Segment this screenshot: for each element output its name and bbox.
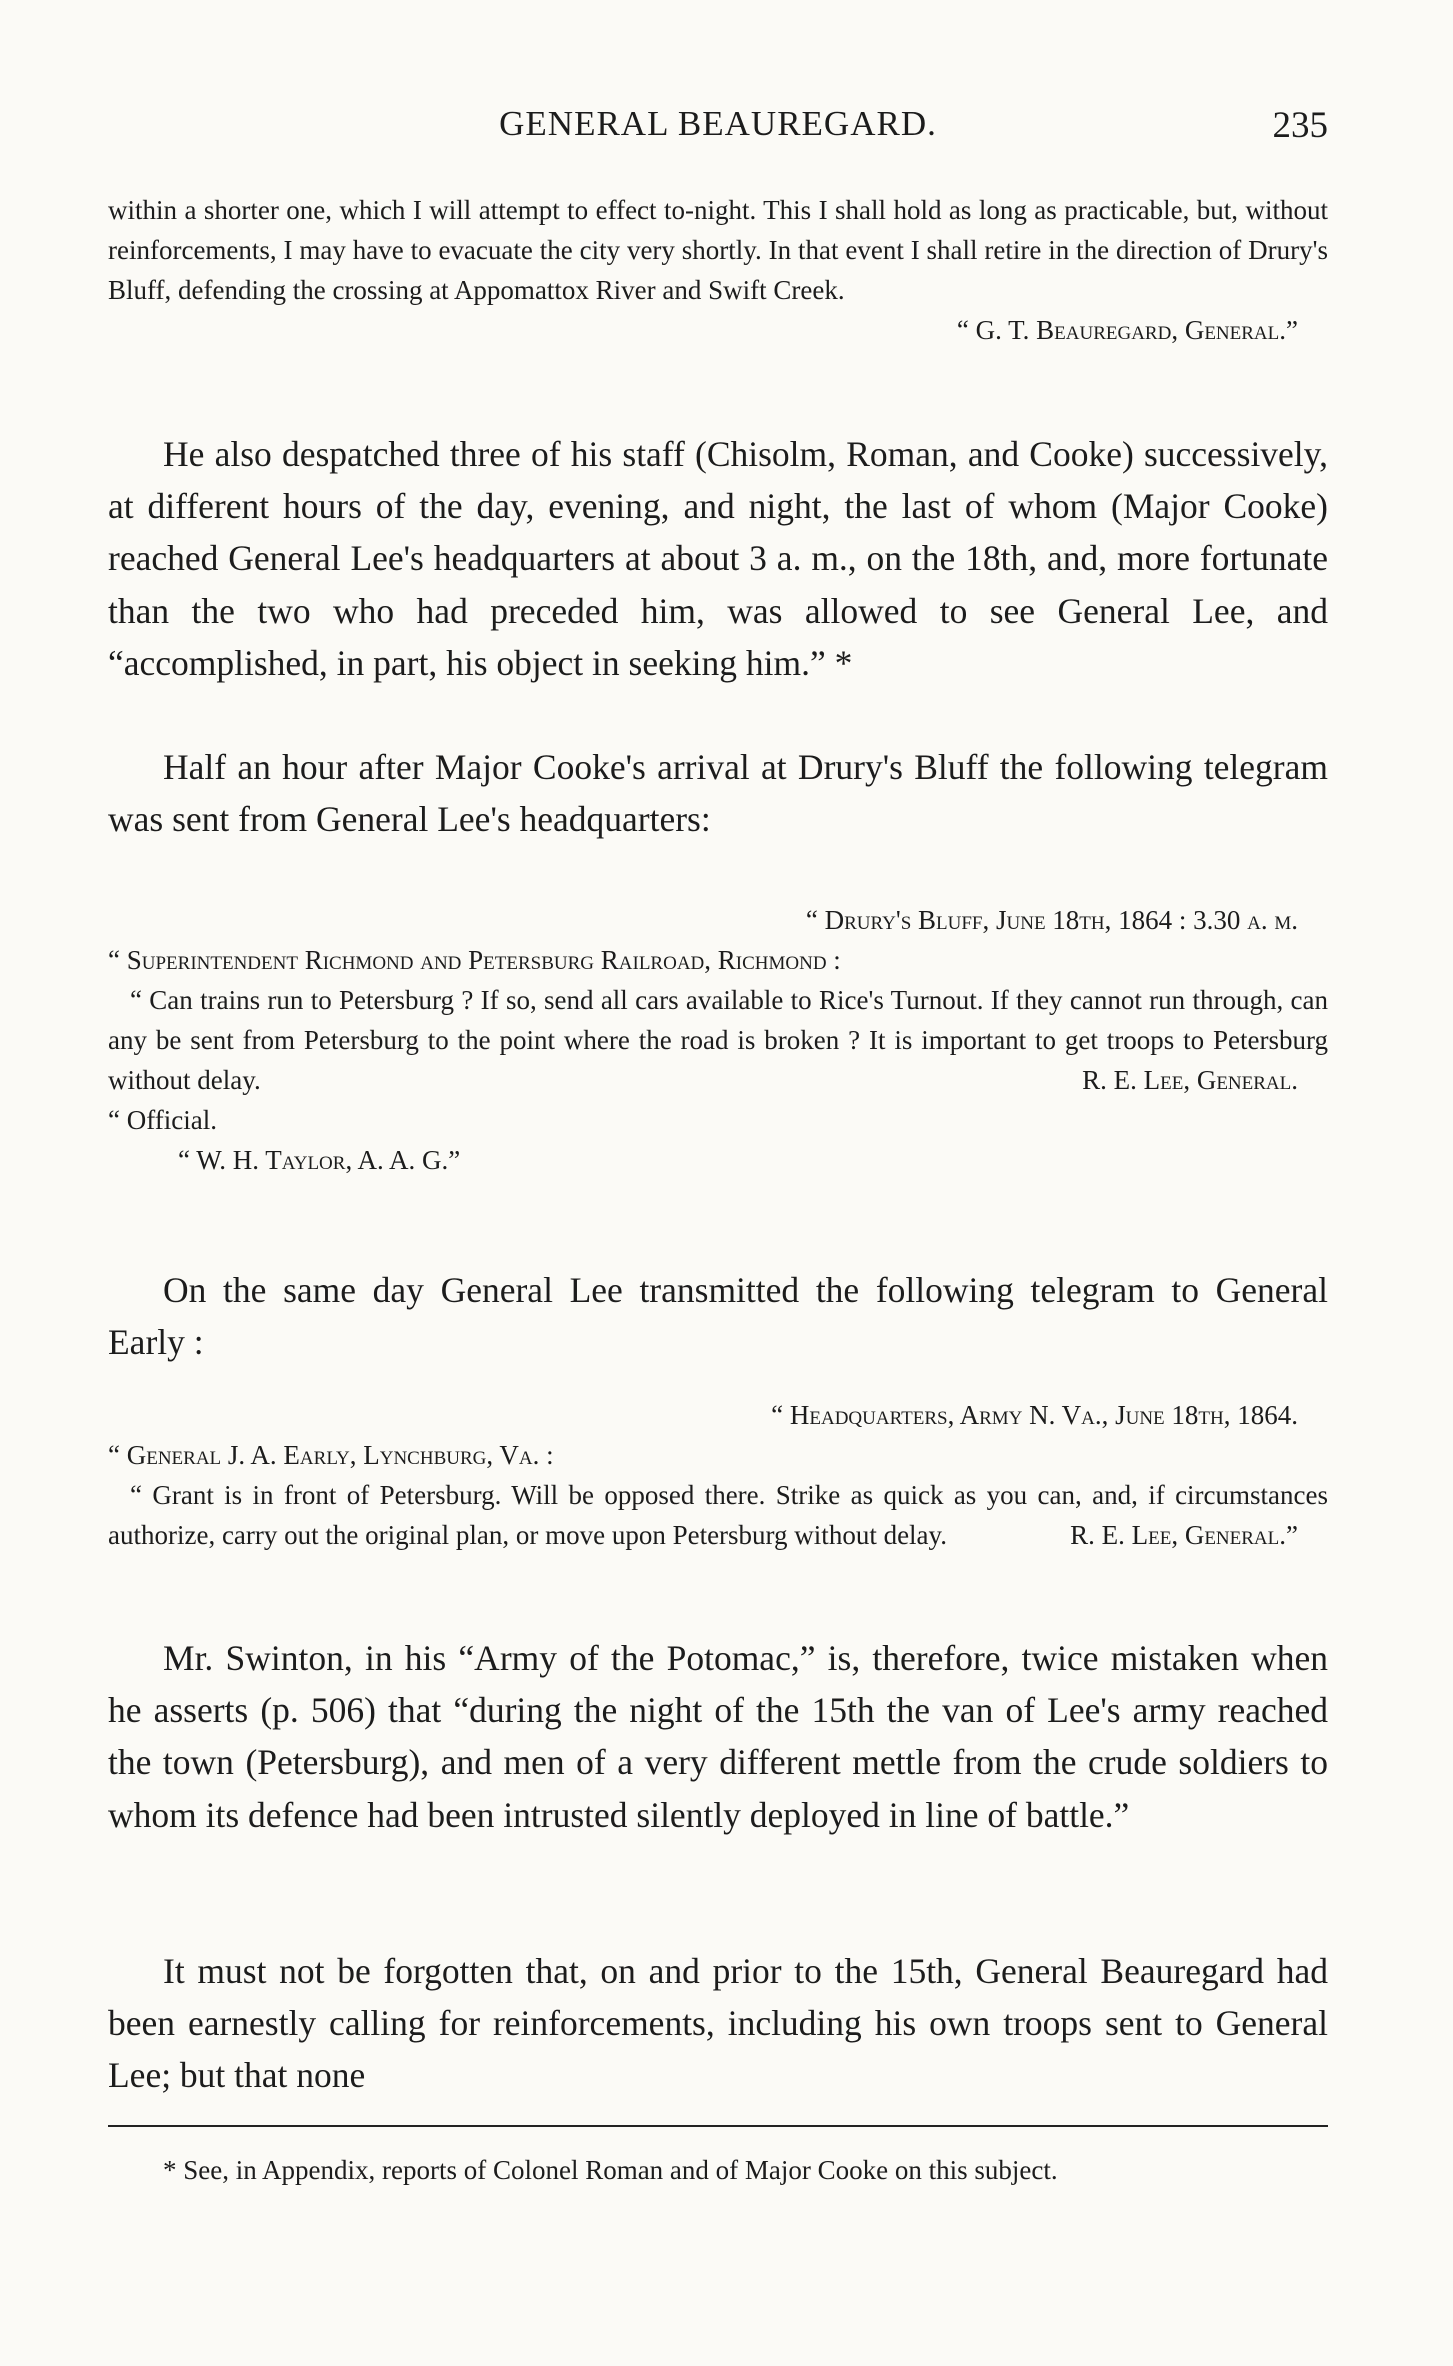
paragraph-reinforcements: It must not be forgotten that, on and prior to the 15th, General Beauregard had been earnestly calling for reinforcements, including his own troops sent to General Lee; but that none xyxy=(108,1951,1328,2096)
paragraph-half-hour: Half an hour after Major Cooke's arrival at Drury's Bluff the following telegram was sent from General Lee's headquarters: xyxy=(108,747,1328,840)
telegram2-body: “ Grant is in front of Petersburg. Will be opposed there. Strike as quick as you can, and, if circumstances authorize, carry out the original plan, or move upon Petersburg without delay. xyxy=(108,1480,1328,1550)
telegram-signature: R. E. Lee, General. xyxy=(1082,1065,1298,1095)
telegram-dateline: “ Drury's Bluff, June 18th, 1864 : 3.30 a. m. xyxy=(805,905,1298,935)
page-number: 235 xyxy=(1272,105,1328,146)
telegram2-dateline: “ Headquarters, Army N. Va., June 18th, 1864. xyxy=(771,1400,1298,1430)
telegram-headquarters xyxy=(108,1395,1328,1555)
footnote: * See, in Appendix, reports of Colonel Roman and of Major Cooke on this subject. xyxy=(163,2155,1058,2185)
telegram2-addressee: “ General J. A. Early, Lynchburg, Va. : xyxy=(108,1440,554,1470)
letter-continuation xyxy=(108,190,1328,350)
letter-body: within a shorter one, which I will attempt to effect to-night. This I shall hold as long as practicable, but, without reinforcements, I may have to evacuate the city very shortly. In that event I shall retire in the direction of Drury's Bluff, defending the crossing at Appomattox River and Swift Creek. xyxy=(108,195,1328,305)
paragraph-staff-despatched: He also despatched three of his staff (Chisolm, Roman, and Cooke) successively, at different hours of the day, evening, and night, the last of whom (Major Cooke) reached General Lee's headquarters at about 3 a. m., on the 18th, and, more fortunate than the two who had preceded him, was allowed to see General Lee, and “accomplished, in part, his object in seeking him.” * xyxy=(108,434,1328,683)
paragraph-swinton: Mr. Swinton, in his “Army of the Potomac,” is, therefore, twice mistaken when he asserts (p. 506) that “during the night of the 15th the van of Lee's army reached the town (Petersburg), and men of a very different mettle from the crude soldiers to whom its defence had been intrusted silently deployed in line of battle.” xyxy=(108,1638,1328,1835)
footnote-divider xyxy=(108,2125,1328,2127)
book-page xyxy=(108,0,1328,2366)
telegram-official-signature: “ W. H. Taylor, A. A. G.” xyxy=(178,1145,461,1175)
running-head: GENERAL BEAUREGARD. xyxy=(499,104,937,143)
page-header xyxy=(108,104,1328,154)
telegram-body: “ Can trains run to Petersburg ? If so, send all cars available to Rice's Turnout. If they cannot run through, can any be sent from Petersburg to the point where the road is broken ? It is important to get troops to Petersburg without delay. xyxy=(108,985,1328,1095)
paragraph-same-day: On the same day General Lee transmitted the following telegram to General Early : xyxy=(108,1270,1328,1363)
telegram-official: “ Official. xyxy=(108,1105,217,1135)
letter-signature: “ G. T. Beauregard, General.” xyxy=(956,315,1298,345)
telegram-addressee: “ Superintendent Richmond and Petersburg Railroad, Richmond : xyxy=(108,945,841,975)
telegram2-signature: R. E. Lee, General.” xyxy=(1070,1520,1298,1550)
telegram-drurys-bluff xyxy=(108,900,1328,1180)
